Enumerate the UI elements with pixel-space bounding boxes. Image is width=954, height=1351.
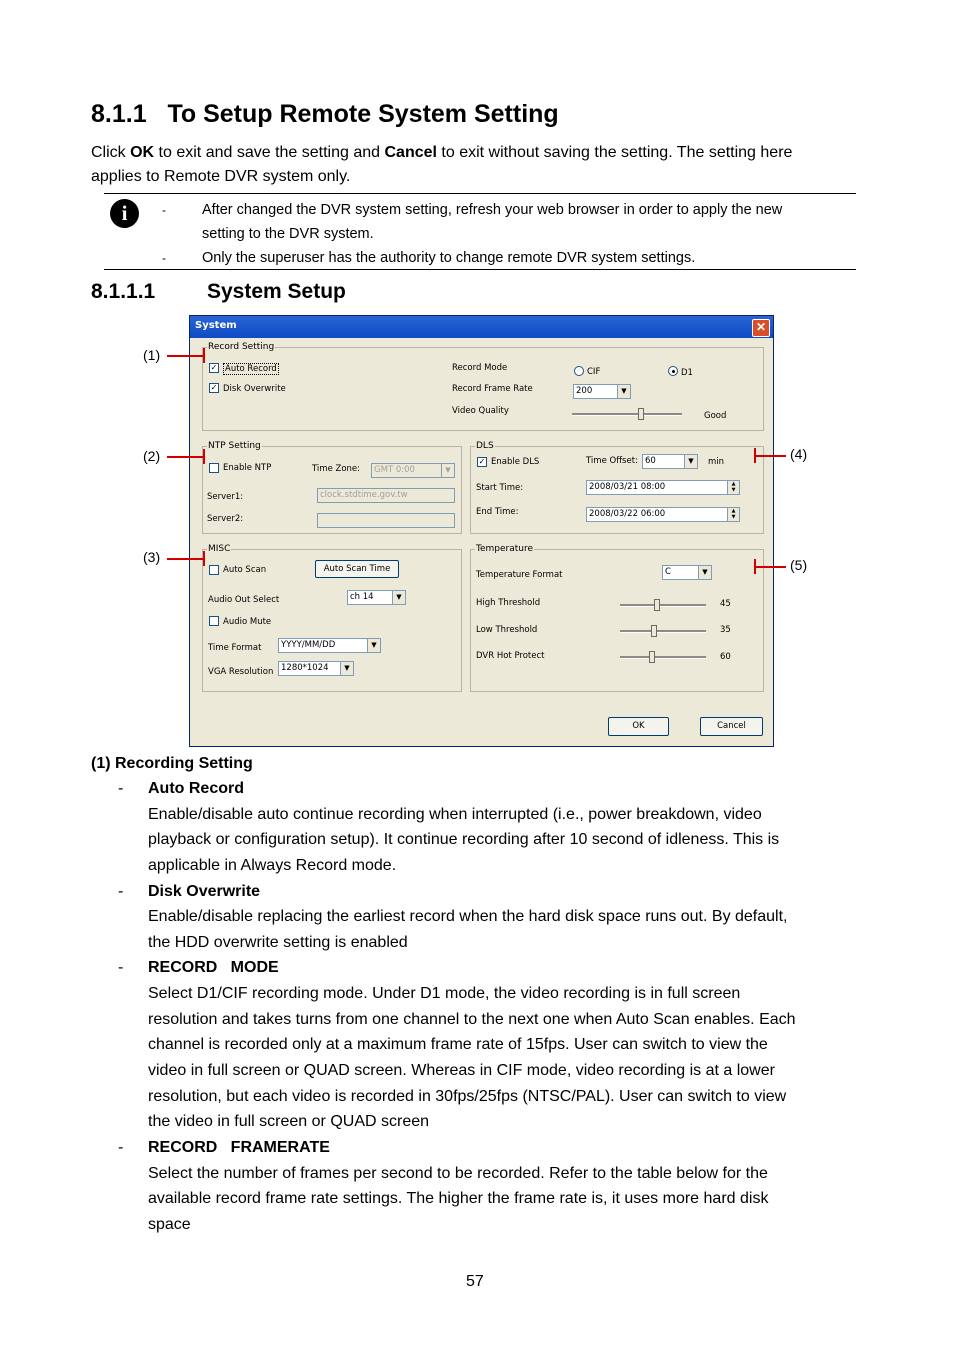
audio-out-value: ch 14: [350, 592, 374, 602]
close-button[interactable]: ✕: [752, 319, 770, 337]
item-dash: -: [118, 959, 124, 976]
callout-2: (2): [143, 448, 161, 464]
hot-protect-slider[interactable]: [620, 656, 706, 659]
audio-out-select[interactable]: [347, 590, 406, 605]
time-offset-label: Time Offset:: [586, 456, 638, 466]
ntp-setting-title: NTP Setting: [208, 441, 261, 451]
start-time-value: 2008/03/21 08:00: [589, 482, 666, 492]
note-dash-1: -: [162, 203, 166, 217]
start-time-input[interactable]: [586, 480, 740, 495]
vga-resolution-select[interactable]: [278, 661, 354, 676]
item-dash: -: [118, 780, 124, 797]
audio-mute-label: Audio Mute: [223, 617, 272, 627]
record-mode-line: video in full screen or QUAD screen. Whereas in CIF mode, video recording is at a lower: [148, 1062, 775, 1079]
record-mode-line: the video in full screen or QUAD screen: [148, 1113, 430, 1130]
timezone-value: GMT 0:00: [374, 465, 415, 475]
record-mode-title: RECORD MODE: [148, 959, 279, 976]
time-offset-select[interactable]: [642, 454, 698, 469]
time-format-label: Time Format: [208, 643, 262, 653]
intro-line-2: applies to Remote DVR system only.: [91, 168, 351, 185]
frame-rate-value: 200: [576, 386, 593, 396]
cif-label: CIF: [587, 367, 601, 377]
disk-overwrite-title: Disk Overwrite: [148, 883, 261, 900]
disk-overwrite-line: the HDD overwrite setting is enabled: [148, 934, 408, 951]
dls-title: DLS: [476, 441, 494, 451]
callout-1-tick: [203, 348, 205, 363]
enable-ntp-label: Enable NTP: [223, 463, 272, 473]
chevron-down-icon: ▼: [340, 662, 353, 675]
record-mode-line: resolution and takes turns from one channel to the next one when Auto Scan enables. Each: [148, 1011, 796, 1028]
low-threshold-label: Low Threshold: [476, 625, 538, 635]
auto-record-line: Enable/disable auto continue recording when interrupted (i.e., power breakdown, video: [148, 806, 762, 823]
audio-mute-checkbox[interactable]: [209, 616, 219, 626]
video-quality-slider[interactable]: [572, 413, 682, 416]
record-mode-line: channel is recorded only at a maximum frame rate of 15fps. User can switch to view the: [148, 1036, 768, 1053]
callout-4-line: [754, 455, 786, 457]
intro-text-2: to exit and save the setting and: [154, 144, 385, 161]
disk-overwrite-label: Disk Overwrite: [223, 384, 286, 394]
frame-rate-select[interactable]: [573, 384, 631, 399]
intro-ok: OK: [130, 144, 155, 161]
record-mode-label: Record Mode: [452, 363, 508, 373]
time-format-select[interactable]: [278, 638, 381, 653]
misc-title: MISC: [208, 544, 231, 554]
spinner-icon[interactable]: ▲ ▼: [727, 481, 739, 494]
system-dialog: [189, 315, 774, 747]
chevron-down-icon: ▼: [684, 455, 697, 468]
audio-out-label: Audio Out Select: [208, 595, 280, 605]
server1-label: Server1:: [207, 492, 244, 502]
chevron-down-icon: ▼: [698, 566, 711, 579]
callout-5-tick: [754, 559, 756, 574]
vga-resolution-label: VGA Resolution: [208, 667, 274, 677]
server2-label: Server2:: [207, 514, 244, 524]
item-dash: -: [118, 883, 124, 900]
cancel-button[interactable]: Cancel: [700, 717, 763, 736]
chevron-down-icon: ▼: [441, 464, 454, 477]
server1-input[interactable]: clock.stdtime.gov.tw: [317, 488, 455, 503]
chevron-down-icon: ▼: [617, 385, 630, 398]
end-time-label: End Time:: [476, 507, 519, 517]
auto-record-line: applicable in Always Record mode.: [148, 857, 397, 874]
note-item-1-line-2: setting to the DVR system.: [202, 226, 374, 242]
page-number: 57: [466, 1273, 484, 1290]
video-quality-thumb[interactable]: [638, 408, 644, 420]
enable-ntp-checkbox[interactable]: [209, 463, 219, 473]
intro-text-1: Click: [91, 144, 131, 161]
note-item-1-line-1: After changed the DVR system setting, refresh your web browser in order to apply the new: [202, 202, 783, 218]
ok-button[interactable]: OK: [608, 717, 669, 736]
spinner-icon[interactable]: ▲ ▼: [727, 508, 739, 521]
callout-2-tick: [203, 449, 205, 464]
end-time-value: 2008/03/22 06:00: [589, 509, 666, 519]
video-quality-value: Good: [704, 411, 727, 421]
recording-setting-title: (1) Recording Setting: [91, 755, 253, 772]
record-mode-line: Select D1/CIF recording mode. Under D1 mode, the video recording is in full screen: [148, 985, 741, 1002]
temperature-title: Temperature: [476, 544, 534, 554]
callout-4-tick: [754, 448, 756, 463]
time-offset-unit: min: [708, 457, 725, 467]
callout-1: (1): [143, 347, 161, 363]
record-framerate-line: Select the number of frames per second to be recorded. Refer to the table below for the: [148, 1165, 768, 1182]
dialog-title: System: [195, 320, 237, 331]
hot-protect-value: 60: [720, 652, 731, 662]
intro-paragraph: [91, 141, 866, 189]
callout-4: (4): [790, 446, 808, 462]
subsection-title: System Setup: [207, 280, 346, 303]
subsection-number: 8.1.1.1: [91, 280, 156, 303]
high-threshold-thumb[interactable]: [654, 599, 660, 611]
callout-2-line: [167, 456, 204, 458]
record-mode-line: resolution, but each video is recorded in 30fps/25fps (NTSC/PAL). User can switch to view: [148, 1088, 787, 1105]
record-framerate-line: space: [148, 1216, 191, 1233]
time-offset-value: 60: [645, 456, 656, 466]
temperature-format-label: Temperature Format: [476, 570, 563, 580]
record-setting-title: Record Setting: [208, 342, 275, 352]
intro-cancel: Cancel: [384, 144, 437, 161]
low-threshold-thumb[interactable]: [651, 625, 657, 637]
time-format-value: YYYY/MM/DD: [281, 640, 336, 650]
d1-radio[interactable]: [668, 366, 678, 376]
note-dash-2: -: [162, 251, 166, 265]
note-item-2: Only the superuser has the authority to change remote DVR system settings.: [202, 250, 696, 266]
auto-scan-checkbox[interactable]: [209, 565, 219, 575]
hot-protect-label: DVR Hot Protect: [476, 651, 545, 661]
auto-record-title: Auto Record: [148, 780, 244, 797]
intro-text-3: to exit without saving the setting. The setting here: [436, 144, 793, 161]
d1-radio-dot: [672, 370, 675, 373]
temperature-format-value: C: [665, 567, 671, 577]
high-threshold-value: 45: [720, 599, 731, 609]
callout-3-line: [167, 558, 204, 560]
disk-overwrite-checkbox[interactable]: ✓: [210, 383, 218, 392]
high-threshold-slider[interactable]: [620, 604, 706, 607]
low-threshold-value: 35: [720, 625, 731, 635]
callout-5-line: [754, 566, 786, 568]
callout-5: (5): [790, 557, 808, 573]
start-time-label: Start Time:: [476, 483, 524, 493]
info-icon: i: [110, 199, 139, 228]
callout-1-line: [167, 355, 204, 357]
record-framerate-line: available record frame rate settings. The higher the frame rate is, it uses more hard disk: [148, 1190, 769, 1207]
section-heading: 8.1.1 To Setup Remote System Setting: [91, 100, 559, 128]
frame-rate-label: Record Frame Rate: [452, 384, 533, 394]
end-time-input[interactable]: [586, 507, 740, 522]
timezone-label: Time Zone:: [312, 464, 361, 474]
disk-overwrite-line: Enable/disable replacing the earliest record when the hard disk space runs out. By default,: [148, 908, 788, 925]
auto-scan-time-button[interactable]: Auto Scan Time: [315, 560, 399, 578]
auto-scan-label: Auto Scan: [223, 565, 267, 575]
enable-dls-label: Enable DLS: [491, 457, 540, 467]
chevron-down-icon: ▼: [367, 639, 380, 652]
callout-3-tick: [203, 551, 205, 566]
auto-record-checkbox[interactable]: ✓: [210, 363, 218, 372]
temperature-format-select[interactable]: [662, 565, 712, 580]
hot-protect-thumb[interactable]: [649, 651, 655, 663]
high-threshold-label: High Threshold: [476, 598, 541, 608]
server2-input[interactable]: [317, 513, 455, 528]
record-framerate-title: RECORD FRAMERATE: [148, 1139, 330, 1156]
cif-radio[interactable]: [574, 366, 584, 376]
dialog-titlebar: [190, 316, 773, 338]
video-quality-label: Video Quality: [452, 406, 509, 416]
callout-3: (3): [143, 549, 161, 565]
low-threshold-slider[interactable]: [620, 630, 706, 633]
item-dash: -: [118, 1139, 124, 1156]
enable-dls-checkbox[interactable]: ✓: [478, 457, 486, 466]
vga-resolution-value: 1280*1024: [281, 663, 329, 673]
auto-record-label: Auto Record: [225, 364, 277, 374]
d1-label: D1: [681, 368, 693, 378]
timezone-select[interactable]: [371, 463, 455, 478]
auto-record-line: playback or configuration setup). It continue recording after 10 second of idleness. This is: [148, 831, 780, 848]
chevron-down-icon: ▼: [392, 591, 405, 604]
